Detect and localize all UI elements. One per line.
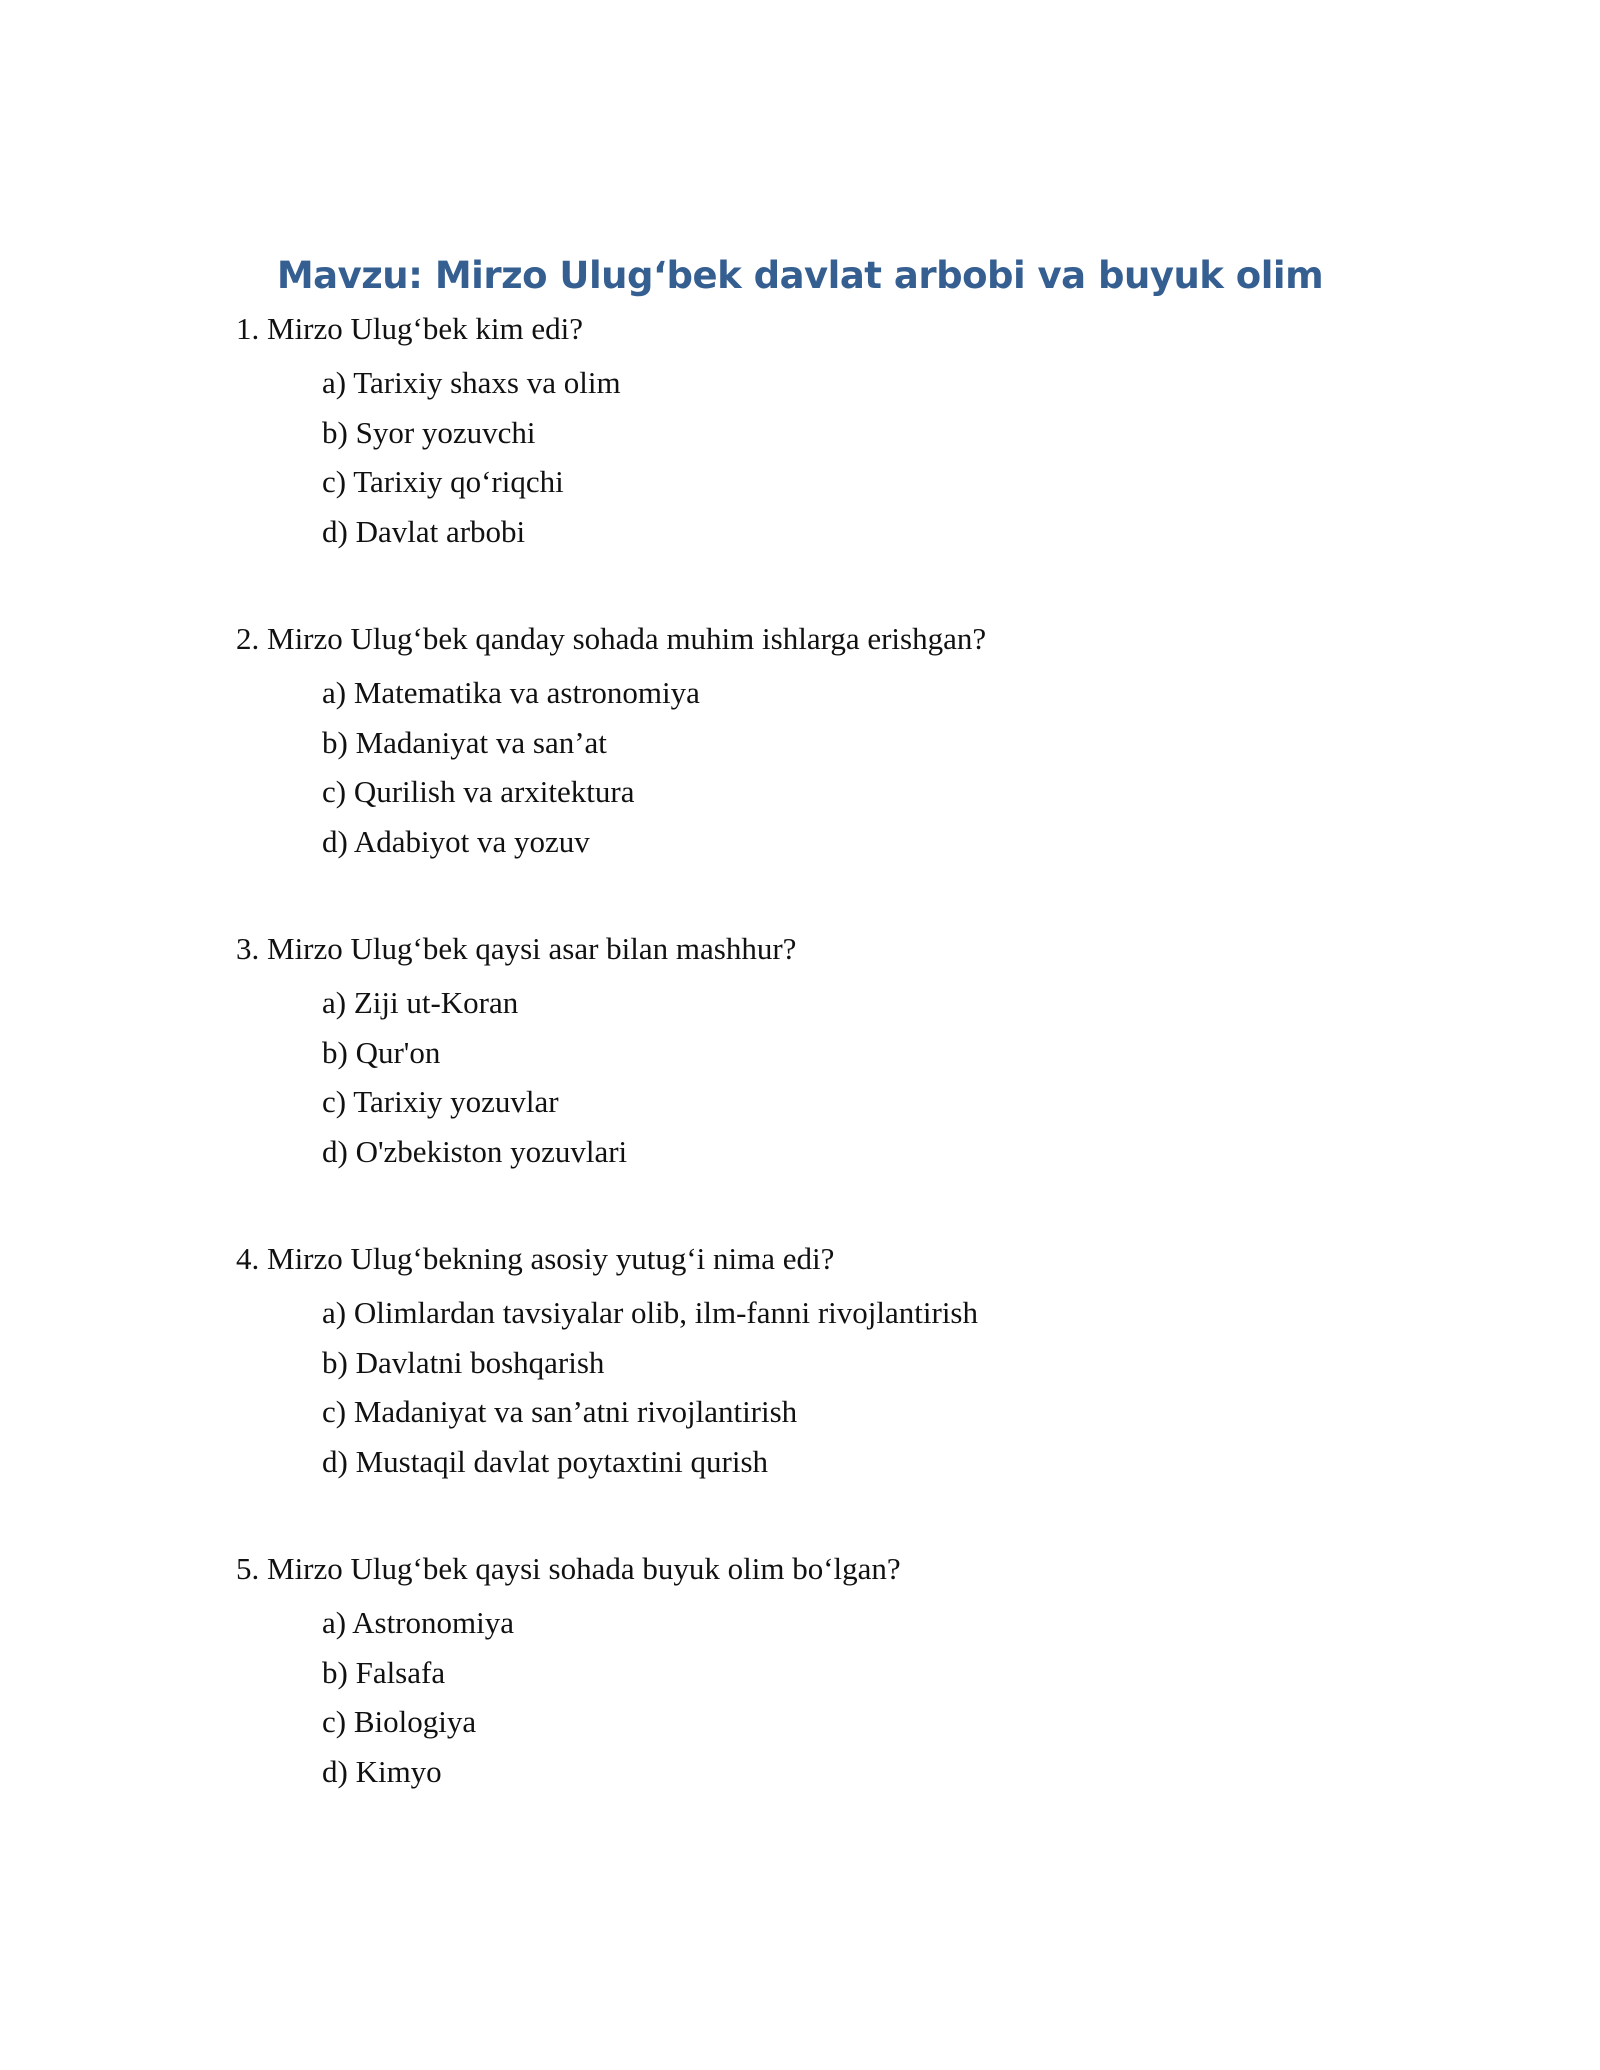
answer-option: c) Biologiya: [322, 1704, 477, 1739]
page-title: Mavzu: Mirzo Ulug‘bek davlat arbobi va buyuk olim: [276, 254, 1324, 297]
question-item: [236, 922, 1436, 1176]
answer-option: c) Tarixiy yozuvlar: [322, 1084, 559, 1119]
answer-option: d) Davlat arbobi: [322, 513, 526, 549]
answer-option: c) Qurilish va arxitektura: [322, 774, 635, 809]
question-item: [236, 1232, 1436, 1486]
answer-option: a) Tarixiy shaxs va olim: [322, 365, 621, 400]
question-text: 3. Mirzo Ulug‘bek qaysi asar bilan mashhur?: [236, 931, 797, 966]
question-list: [236, 302, 1436, 1852]
question-text: 4. Mirzo Ulug‘bekning asosiy yutug‘i nima edi?: [236, 1241, 835, 1276]
answer-option: b) Davlatni boshqarish: [322, 1344, 605, 1380]
answer-option: a) Ziji ut-Koran: [322, 985, 519, 1020]
answer-option: d) Mustaqil davlat poytaxtini qurish: [322, 1443, 769, 1479]
answer-option: c) Tarixiy qo‘riqchi: [322, 464, 564, 499]
answer-option: d) Adabiyot va yozuv: [322, 823, 590, 859]
question-text: 5. Mirzo Ulug‘bek qaysi sohada buyuk olim bo‘lgan?: [236, 1551, 901, 1586]
answer-option: d) O'zbekiston yozuvlari: [322, 1133, 628, 1169]
answer-option: b) Qur'on: [322, 1034, 441, 1070]
question-item: [236, 302, 1436, 556]
question-text: 2. Mirzo Ulug‘bek qanday sohada muhim ishlarga erishgan?: [236, 621, 987, 656]
answer-option: b) Madaniyat va san’at: [322, 724, 607, 760]
question-item: [236, 1542, 1436, 1796]
question-text: 1. Mirzo Ulug‘bek kim edi?: [236, 311, 583, 346]
answer-option: d) Kimyo: [322, 1753, 442, 1789]
answer-option: c) Madaniyat va san’atni rivojlantirish: [322, 1394, 798, 1429]
question-item: [236, 612, 1436, 866]
answer-option: a) Matematika va astronomiya: [322, 675, 700, 710]
answer-options: [236, 1598, 1436, 1796]
answer-option: a) Astronomiya: [322, 1605, 514, 1640]
answer-options: [236, 358, 1436, 556]
answer-option: b) Falsafa: [322, 1654, 446, 1690]
answer-option: a) Olimlardan tavsiyalar olib, ilm-fanni rivojlantirish: [322, 1295, 978, 1330]
answer-options: [236, 978, 1436, 1176]
answer-option: b) Syor yozuvchi: [322, 414, 536, 450]
answer-options: [236, 1288, 1436, 1486]
answer-options: [236, 668, 1436, 866]
